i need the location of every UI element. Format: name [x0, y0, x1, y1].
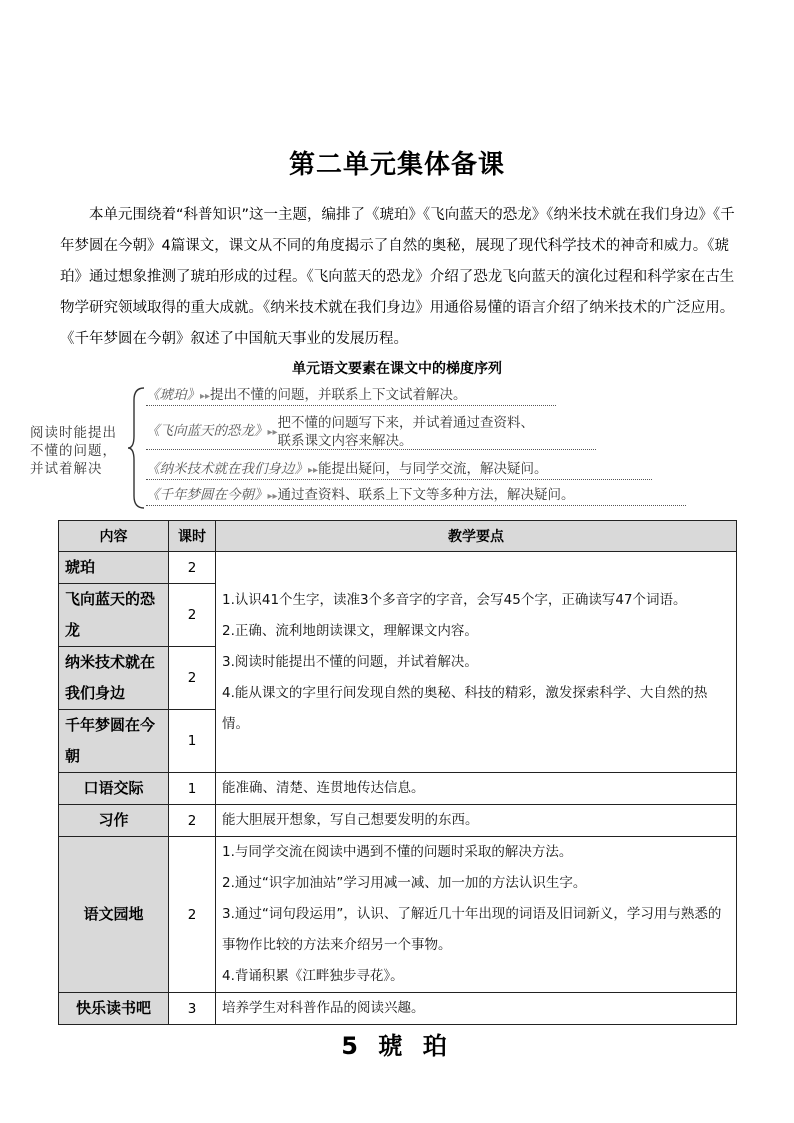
table-row [59, 773, 737, 805]
lesson-goal-line-1: 把不懂的问题写下来，并试着通过查资料、 [277, 415, 535, 431]
hours-cell: 2 [169, 647, 216, 710]
hours-cell: 3 [169, 993, 216, 1025]
point-item: 2.正确、流利地朗读课文，理解课文内容。 [222, 622, 478, 639]
table-header-row [59, 521, 737, 552]
next-lesson-title: 5 琥 珀 [341, 1032, 453, 1060]
gradient-row-dinosaur [146, 414, 534, 450]
gradient-row-space [146, 486, 575, 506]
unit-intro-paragraph: 本单元围绕着“科普知识”这一主题，编排了《琥珀》《飞向蓝天的恐龙》《纳米技术就在我们身边》《千年梦圆在今朝》4篇课文，课文从不同的角度揭示了自然的奥秘，展现了现代科学技术的神奇和威力。《琥珀》通过想象推测了琥珀形成的过程。《飞向蓝天的恐龙》介绍了恐龙飞向蓝天的演化过程和科学家在古生物学研究领域取得的重大成就。《纳米技术就在我们身边》用通俗易懂的语言介绍了纳米技术的广泛应用。《千年梦圆在今朝》叙述了中国航天事业的发展历程。 [60, 207, 735, 347]
content-cell: 习作 [59, 805, 169, 837]
hours-cell: 2 [169, 805, 216, 837]
points-cell [216, 552, 737, 773]
content-cell: 琥珀 [59, 552, 169, 584]
point-item: 4.背诵积累《江畔独步寻花》。 [222, 968, 404, 984]
curly-brace [128, 386, 146, 510]
column-header: 教学要点 [216, 521, 737, 552]
point-item: 1.与同学交流在阅读中遇到不懂的问题时采取的解决方法。 [222, 844, 573, 860]
gradient-row-amber [146, 386, 467, 406]
point-item: 3.阅读时能提出不懂的问题，并试着解决。 [222, 653, 478, 670]
hours-cell: 2 [169, 837, 216, 993]
point-item: 1.认识41个生字，读准3个多音字的字音，会写45个字，正确读写47个词语。 [222, 591, 687, 608]
dotted-underline [146, 405, 556, 406]
hours-cell: 1 [169, 773, 216, 805]
point-item: 4.能从课文的字里行间发现自然的奥秘、科技的精彩，激发探索科学、大自然的热情。 [222, 684, 708, 732]
hours-cell: 1 [169, 710, 216, 773]
page-title: 第二单元集体备课 [288, 150, 505, 180]
lesson-title: 《飞向蓝天的恐龙》 [146, 423, 268, 439]
point-item: 3.通过“词句段运用”，认识、了解近几十年出现的词语及旧词新义，学习用与熟悉的事物作比较的方法来介绍另一个事物。 [222, 906, 722, 953]
column-header: 课时 [169, 521, 216, 552]
lesson-goal-line-2: 联系课文内容来解决。 [277, 433, 413, 449]
gradient-row-nano [146, 460, 548, 480]
points-cell: 能准确、清楚、连贯地传达信息。 [216, 773, 737, 805]
dotted-underline [146, 479, 652, 480]
table-row [59, 805, 737, 837]
lesson-goal: 能提出疑问，与同学交流，解决疑问。 [318, 461, 548, 477]
points-cell: 培养学生对科普作品的阅读兴趣。 [216, 993, 737, 1025]
column-header: 内容 [59, 521, 169, 552]
content-cell: 飞向蓝天的恐龙 [59, 584, 169, 647]
content-cell: 千年梦圆在今朝 [59, 710, 169, 773]
arrow-icon: ▸▸ [308, 465, 319, 476]
lesson-goal: 提出不懂的问题，并联系上下文试着解决。 [210, 387, 467, 403]
content-cell: 语文园地 [59, 837, 169, 993]
table-row [59, 552, 737, 584]
points-cell [216, 837, 737, 993]
content-cell: 口语交际 [59, 773, 169, 805]
lesson-plan-table [58, 520, 737, 1025]
table-row [59, 993, 737, 1025]
points-cell: 能大胆展开想象，写自己想要发明的东西。 [216, 805, 737, 837]
lesson-goal [278, 414, 535, 450]
hours-cell: 2 [169, 552, 216, 584]
arrow-icon: ▸▸ [200, 391, 211, 402]
lesson-goal: 通过查资料、联系上下文等多种方法，解决疑问。 [277, 487, 575, 503]
dotted-underline [146, 449, 596, 450]
lesson-title: 《纳米技术就在我们身边》 [146, 461, 308, 477]
point-item: 2.通过“识字加油站”学习用减一减、加一加的方法认识生字。 [222, 875, 587, 891]
hours-cell: 2 [169, 584, 216, 647]
content-cell: 纳米技术就在我们身边 [59, 647, 169, 710]
arrow-icon: ▸▸ [267, 427, 278, 438]
lesson-title: 《琥珀》 [146, 387, 200, 403]
table-row [59, 837, 737, 993]
content-cell: 快乐读书吧 [59, 993, 169, 1025]
reading-element-label: 阅读时能提出不懂的问题，并试着解决 [30, 425, 117, 477]
dotted-underline [146, 505, 686, 506]
gradient-heading: 单元语文要素在课文中的梯度序列 [292, 361, 502, 377]
lesson-title: 《千年梦圆在今朝》 [146, 487, 268, 503]
arrow-icon: ▸▸ [267, 491, 278, 502]
